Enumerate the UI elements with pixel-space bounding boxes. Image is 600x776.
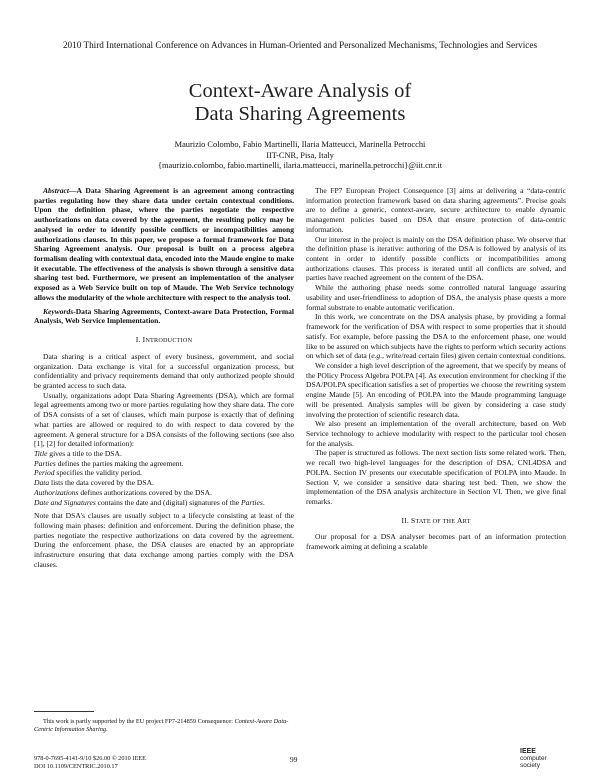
computer-society-logo xyxy=(520,748,547,769)
right-paragraph-8: Our proposal for a DSA analyser becomes part of an information protection framework aiming at defining a scalable xyxy=(306,532,566,552)
footer-doi: DOI 10.1109/CENTRIC.2010.17 xyxy=(34,763,118,770)
intro-paragraph-1: Data sharing is a critical aspect of every business, government, and social organization. Data exchange is vital for a successful organization process, but confidentiality and privacy requirements demand that only authorized people should be granted access to such data. xyxy=(34,351,294,390)
left-column xyxy=(34,186,294,570)
intro-paragraph-2: Usually, organizations adopt Data Sharing Agreements (DSA), which are formal legal agreements among two or more parties regulating how they share data. The core of DSA consists of a set of clauses, which main purpose is exactly that of defining what parties are allowed or required to do with respect to data covered by the agreement. A general structure for a DSA consists of the following sections (see also [1], [2] for detailed information): xyxy=(34,390,294,449)
abstract xyxy=(34,186,294,303)
logo-text-computer: computer xyxy=(520,755,547,762)
title-line-2: Data Sharing Agreements xyxy=(194,103,406,125)
paper-title xyxy=(0,80,600,126)
definition-list xyxy=(34,449,294,507)
definition-item: Authorizations defines authorizations covered by the DSA. xyxy=(34,487,212,497)
footer-isbn: 978-0-7695-4141-9/10 $26.00 © 2010 IEEE xyxy=(34,755,146,762)
definition-item: Parties defines the parties making the agreement. xyxy=(34,458,184,468)
section-heading-introduction: I. INTRODUCTION xyxy=(135,335,193,345)
right-paragraph-1: The FP7 European Project Consequence [3] aims at delivering a “data-centric information protection framework based on data sharing agreements”. Precise goals are to define a generic, context-aware, secure architecture to enable dynamic management policies based on DSA that ensure protection of data-centric information. xyxy=(306,186,566,234)
conference-header: 2010 Third International Conference on Advances in Human-Oriented and Personalized Mechanisms, Technologies and Services xyxy=(62,40,538,50)
author-affiliation: IIT-CNR, Pisa, Italy xyxy=(266,150,334,160)
page-number: 99 xyxy=(290,755,298,764)
right-paragraph-4: In this work, we concentrate on the DSA analysis phase, by providing a formal framework for the verification of DSA with respect to some properties that it should satisfy. For example, before passing the DSA to the enforcement phase, one would like to be assured on which subjects have the rights to perform which security actions on which set of data (e.g., write/read certain files) given certain contextual conditions. xyxy=(306,312,566,361)
author-block xyxy=(0,140,600,172)
intro-paragraph-3: Note that DSA's clauses are usually subject to a lifecycle consisting at least of the following main phases: definition and enforcement. During the definition phase, the parties negotiate the respective authorizations on data covered by the agreement. During the enforcement phase, the DSA clauses are enacted by an appropriate infrastructure ensuring that data exchange among parties comply with the DSA clauses. xyxy=(34,511,294,569)
definition-item: Date and Signatures contains the date and (digital) signatures of the Parties. xyxy=(34,497,265,507)
right-paragraph-6: We also present an implementation of the overall architecture, based on Web Service technology to achieve modularity with respect to the particular tool chosen for the analysis. xyxy=(306,419,566,448)
keywords-label: Keywords xyxy=(43,306,74,316)
right-paragraph-2: Our interest in the project is mainly on the DSA definition phase. We observe that the definition phase is iterative: authoring of the DSA is followed by analysis of its content in order to identify possible conflicts or incompatibilities among authorizations clauses. This process is iterated until all conflicts are solved, and parties have reached agreement on the content of the DSA. xyxy=(306,234,566,283)
definition-item: Period specifies the validity period. xyxy=(34,468,142,478)
footnote-rule xyxy=(34,711,94,712)
right-paragraph-5: We consider a high level description of the agreement, that we specify by means of the POlicy Process Algebra POLPA [4]. As execution environment for checking if the DSA/POLPA specification satisfies a set of properties we choose the rewriting system engine Maude [5]. An encoding of POLPA into the Maude programming language will be presented. Analysis samples will be given by considering a case study involving the protection of scientific research data. xyxy=(306,360,566,419)
definition-item: Title gives a title to the DSA. xyxy=(34,448,122,458)
definition-item: Data lists the data covered by the DSA. xyxy=(34,478,154,488)
logo-mark: IEEE xyxy=(520,748,536,755)
footnote: This work is partly supported by the EU project FP7-214859 Consequence: Context-Aware Data-Centric Information Sharing. xyxy=(34,718,289,733)
logo-text-society: society xyxy=(520,762,540,769)
footer-publication-info xyxy=(34,755,146,771)
author-names: Maurizio Colombo, Fabio Martinelli, Ilaria Matteucci, Marinella Petrocchi xyxy=(174,140,426,149)
abstract-text: —A Data Sharing Agreement is an agreement among contracting parties regulating how they share data under certain contextual conditions. Upon the definition phase, where the parties negotiate the respective authorizations on data covered by the agreement, the resulting policy may be analysed in order to identify possible conflicts or incompatibilities among authorizations clauses. In this paper, we propose a formal framework for Data Sharing Agreement analysis. Our proposal is built on a process algebra formalism dealing with contextual data, encoded into the Maude engine to make it executable. The effectiveness of the analysis is shown through a sensitive data sharing test bed. Furthermore, we present an implementation of the analyser exposed as a Web Service built on top of Maude. The Web Service technology allows the modularity of the whole architecture with respect to the analysis tool. xyxy=(34,186,294,302)
right-paragraph-3: While the authoring phase needs some controlled natural language assuring usability and user-friendliness to adoption of DSA, the analysis phase quests a more formal substrate to enable automatic verification. xyxy=(306,283,566,312)
title-line-1: Context-Aware Analysis of xyxy=(188,80,412,102)
keywords xyxy=(34,307,294,326)
abstract-label: Abstract xyxy=(43,186,69,195)
author-emails: {maurizio.colombo, fabio.martinelli, ilaria.matteucci, marinella.petrocchi}@iit.cnr.it xyxy=(157,161,443,171)
right-paragraph-7: The paper is structured as follows. The next section lists some related work. Then, we recall two high-level languages for the description of DSA, CNL4DSA and POLPA. Section IV presents our executable specification of POLPA into Maude. In Section V, we consider a sensitive data sharing test bed. Then, we show the implementation of the DSA analysis architecture in Section VI. Then, we give final remarks. xyxy=(306,448,566,506)
section-heading-state-of-the-art: II. STATE OF THE ART xyxy=(401,515,471,525)
right-column xyxy=(306,186,566,552)
keywords-text: -Data Sharing Agreements, Context-aware Data Protection, Formal Analysis, Web Service Implementation. xyxy=(34,306,294,326)
